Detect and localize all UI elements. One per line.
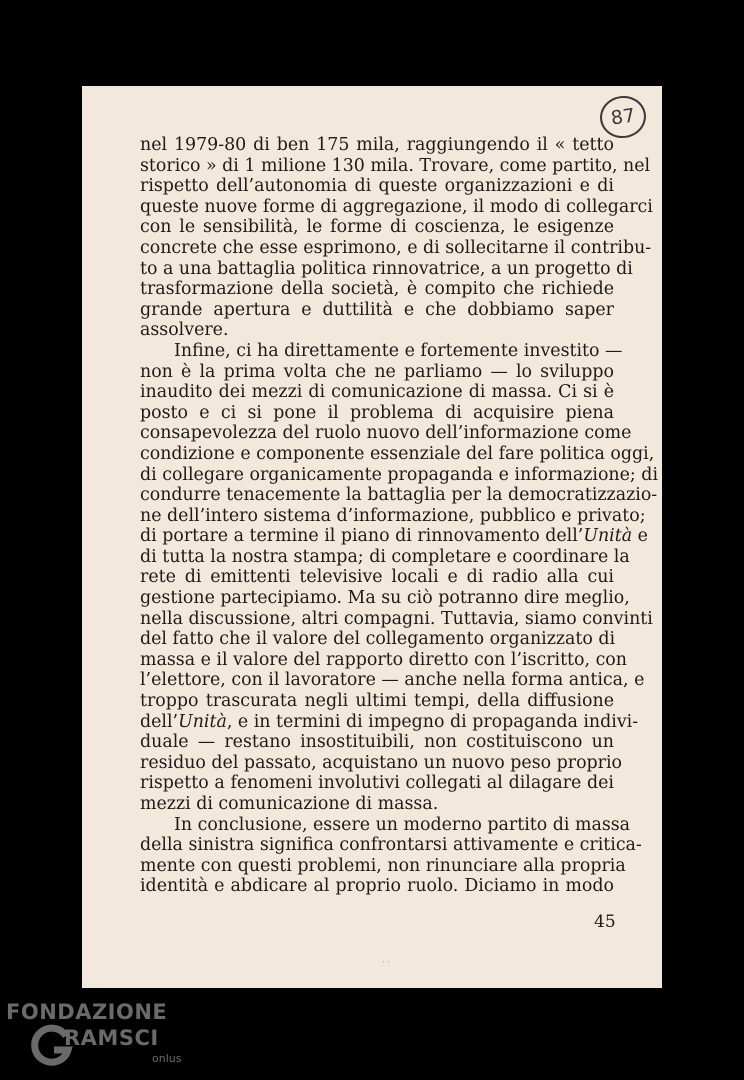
logo-text-onlus: onlus: [152, 1052, 182, 1065]
text-line: identità e abdicare al proprio ruolo. Diciamo in modo: [140, 876, 614, 897]
text-fragment: , e in termini di impegno di propaganda indivi-: [226, 711, 639, 732]
text-line: condizione e componente essenziale del fare politica oggi,: [140, 443, 655, 464]
body-text: [140, 135, 658, 897]
text-line: residuo del passato, acquistano un nuovo peso proprio: [140, 752, 623, 773]
text-line: del fatto che il valore del collegamento organizzato di: [140, 629, 616, 650]
text-line: con le sensibilità, le forme di coscienza, le esigenze: [140, 217, 614, 238]
text-line: consapevolezza del ruolo nuovo dell’informazione come: [140, 423, 632, 444]
text-line: [140, 711, 639, 733]
logo-text-fondazione: FONDAZIONE: [6, 1000, 168, 1024]
text-line: condurre tenacemente la battaglia per la democratizzazio-: [140, 485, 658, 506]
text-line: mezzi di comunicazione di massa.: [140, 794, 439, 814]
italic-title-unita: Unità: [583, 526, 633, 547]
text-line: duale — restano insostituibili, non costituiscono un: [140, 732, 614, 753]
document-page: [82, 86, 662, 988]
text-line: non è la prima volta che ne parliamo — lo sviluppo: [140, 361, 614, 382]
text-line: di tutta la nostra stampa; di completare e coordinare la: [140, 546, 630, 567]
stamp-number: 87: [609, 104, 637, 130]
text-line: concrete che esse esprimono, e di sollecitarne il contribu-: [140, 237, 652, 258]
text-fragment: e: [632, 526, 648, 547]
text-line: rispetto a fenomeni involutivi collegati al dilagare dei: [140, 773, 614, 794]
paper-specks: ᐧ ᐧ: [382, 958, 390, 968]
text-line: nella discussione, altri compagni. Tuttavia, siamo convinti: [140, 608, 653, 629]
text-line: storico » di 1 milione 130 mila. Trovare, come partito, nel: [140, 155, 651, 176]
text-line: ne dell’intero sistema d’informazione, pubblico e privato;: [140, 505, 646, 526]
text-line: nel 1979-80 di ben 175 mila, raggiungendo il « tetto: [140, 135, 614, 155]
logo-text-gramsci: RAMSCI: [64, 1026, 159, 1050]
fondazione-gramsci-logo: [6, 1000, 186, 1076]
text-line: In conclusione, essere un moderno partito di massa: [174, 814, 631, 835]
text-line: grande apertura e duttilità e che dobbiamo saper: [140, 299, 614, 320]
text-line: della sinistra significa confrontarsi attivamente e critica-: [140, 835, 642, 856]
text-line: Infine, ci ha direttamente e fortemente investito —: [174, 340, 623, 361]
text-line: rete di emittenti televisive locali e di radio alla cui: [140, 567, 614, 588]
text-line: to a una battaglia politica rinnovatrice, a un progetto di: [140, 258, 633, 279]
italic-title-unita: Unità: [178, 711, 227, 732]
text-line: troppo trascurata negli ultimi tempi, della diffusione: [140, 691, 614, 712]
text-line: gestione partecipiamo. Ma su ciò potranno dire meglio,: [140, 588, 630, 609]
page-number: 45: [594, 912, 616, 932]
text-fragment: dell’: [140, 711, 179, 732]
text-line: [140, 526, 648, 547]
text-line: massa e il valore del rapporto diretto con l’iscritto, con: [140, 649, 627, 670]
archive-number-stamp: [597, 93, 648, 141]
text-line: posto e ci si pone il problema di acquisire piena: [140, 402, 614, 423]
text-line: queste nuove forme di aggregazione, il modo di collegarci: [140, 196, 653, 217]
text-line: l’elettore, con il lavoratore — anche nella forma antica, e: [140, 670, 645, 691]
text-line: di collegare organicamente propaganda e informazione; di: [140, 464, 658, 485]
text-fragment: di portare a termine il piano di rinnovamento dell’: [140, 526, 584, 547]
text-line: rispetto dell’autonomia di queste organizzazioni e di: [140, 176, 614, 197]
text-line: mente con questi problemi, non rinunciare alla propria: [140, 855, 626, 876]
text-line: inaudito dei mezzi di comunicazione di massa. Ci si è: [140, 382, 614, 403]
text-line: assolvere.: [140, 320, 229, 341]
text-line: trasformazione della società, è compito che richiede: [140, 279, 614, 300]
